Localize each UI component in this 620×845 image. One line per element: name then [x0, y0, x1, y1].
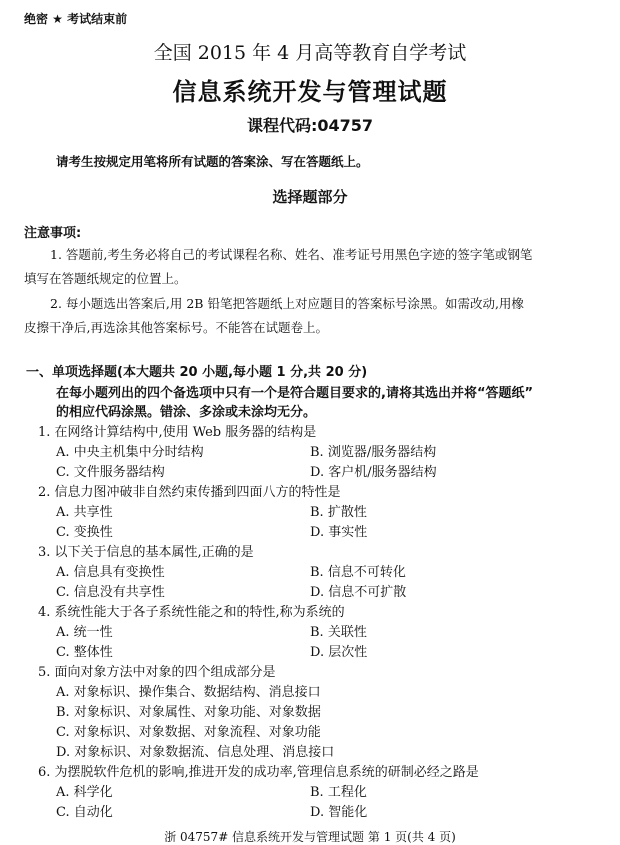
question-text: 2. 信息力图冲破非自然约束传播到四面八方的特性是: [38, 485, 341, 500]
option-b: B. 浏览器/服务器结构: [310, 445, 437, 460]
option-a: A. 信息具有变换性: [56, 565, 165, 580]
option-a: A. 共享性: [56, 505, 113, 520]
option-d: D. 对象标识、对象数据流、信息处理、消息接口: [56, 745, 335, 760]
section-desc: 的相应代码涂黑。错涂、多涂或未涂均无分。: [56, 405, 317, 420]
option-c: C. 信息没有共享性: [56, 585, 165, 600]
option-d: D. 智能化: [310, 805, 368, 820]
subject-title: 信息系统开发与管理试题: [172, 78, 448, 106]
note-line: 1. 答题前,考生务必将自己的考试课程名称、姓名、准考证号用黑色字迹的签字笔或钢笔: [50, 247, 533, 262]
note-line: 2. 每小题选出答案后,用 2B 铅笔把答题纸上对应题目的答案标号涂黑。如需改动,用橡: [50, 296, 524, 311]
section-heading: 一、单项选择题(本大题共 20 小题,每小题 1 分,共 20 分): [26, 365, 368, 380]
page-footer: 浙 04757# 信息系统开发与管理试题 第 1 页(共 4 页): [164, 830, 456, 844]
question-text: 5. 面向对象方法中对象的四个组成部分是: [38, 665, 276, 680]
option-c: C. 变换性: [56, 525, 113, 540]
option-d: D. 客户机/服务器结构: [310, 465, 437, 480]
part-title: 选择题部分: [272, 188, 348, 206]
option-c: C. 自动化: [56, 805, 113, 820]
notes-title: 注意事项:: [24, 226, 82, 241]
exam-title: 全国 2015 年 4 月高等教育自学考试: [153, 42, 467, 64]
option-b: B. 工程化: [310, 785, 367, 800]
note-line: 皮擦干净后,再选涂其他答案标号。不能答在试题卷上。: [24, 320, 328, 335]
option-d: D. 事实性: [310, 525, 368, 540]
confidential-label: 绝密 ★ 考试结束前: [24, 12, 128, 26]
option-a: A. 对象标识、操作集合、数据结构、消息接口: [56, 685, 321, 700]
question-text: 3. 以下关于信息的基本属性,正确的是: [38, 545, 254, 560]
option-c: C. 对象标识、对象数据、对象流程、对象功能: [56, 725, 321, 740]
option-d: D. 层次性: [310, 645, 368, 660]
option-b: B. 扩散性: [310, 505, 367, 520]
question-text: 4. 系统性能大于各子系统性能之和的特性,称为系统的: [38, 605, 345, 620]
question-text: 6. 为摆脱软件危机的影响,推进开发的成功率,管理信息系统的研制必经之路是: [38, 765, 479, 780]
course-code: 课程代码:04757: [246, 116, 374, 135]
option-d: D. 信息不可扩散: [310, 585, 407, 600]
option-c: C. 整体性: [56, 645, 113, 660]
option-c: C. 文件服务器结构: [56, 465, 165, 480]
option-a: A. 中央主机集中分时结构: [56, 445, 204, 460]
question-text: 1. 在网络计算结构中,使用 Web 服务器的结构是: [38, 425, 317, 440]
answer-instruction: 请考生按规定用笔将所有试题的答案涂、写在答题纸上。: [56, 154, 369, 169]
option-b: B. 对象标识、对象属性、对象功能、对象数据: [56, 705, 321, 720]
option-a: A. 科学化: [56, 785, 113, 800]
section-desc: 在每小题列出的四个备选项中只有一个是符合题目要求的,请将其选出并将“答题纸”: [56, 386, 534, 401]
option-b: B. 信息不可转化: [310, 565, 406, 580]
option-a: A. 统一性: [56, 625, 113, 640]
note-line: 填写在答题纸规定的位置上。: [24, 271, 187, 286]
option-b: B. 关联性: [310, 625, 367, 640]
